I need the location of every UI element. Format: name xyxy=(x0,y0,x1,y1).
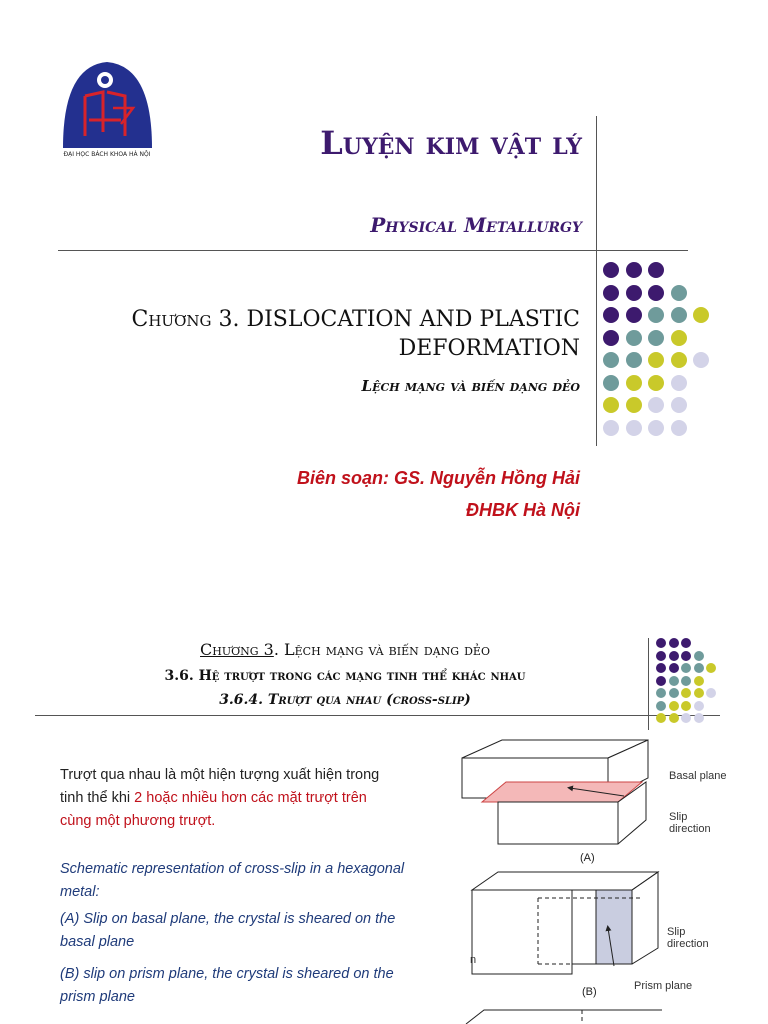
decorative-dot xyxy=(694,676,704,686)
item-a-text: (A) Slip on basal plane, the crystal is sheared on the basal plane xyxy=(60,911,396,950)
decorative-dot xyxy=(681,701,691,711)
intro-highlight: 2 hoặc nhiều hơn các mặt trượt trên cùng một phương trượt. xyxy=(60,790,367,829)
decorative-dot xyxy=(603,285,619,301)
decorative-dot xyxy=(669,651,679,661)
caption-a: (A) xyxy=(580,852,595,864)
author-line-1: Biên soạn: GS. Nguyễn Hồng Hải xyxy=(296,468,580,488)
decorative-dot xyxy=(656,663,666,673)
slide-subtitle: Physical Metallurgy xyxy=(370,213,582,237)
chapter-heading xyxy=(60,305,580,363)
decorative-dot xyxy=(694,651,704,661)
decorative-dot xyxy=(681,676,691,686)
decorative-dot xyxy=(681,713,691,723)
slide2-title-prefix: Chương 3 xyxy=(200,640,274,659)
author-line-2: ĐHBK Hà Nội xyxy=(465,500,580,520)
decorative-dot xyxy=(671,307,687,323)
divider-horizontal-2 xyxy=(35,715,720,716)
decorative-dot xyxy=(706,663,716,673)
divider-vertical-2 xyxy=(648,638,649,730)
decorative-dot xyxy=(656,651,666,661)
decorative-dot xyxy=(694,701,704,711)
intro-text: Trượt qua nhau là một hiện tượng xuất hiện trong tinh thể khi xyxy=(60,767,380,806)
decorative-dot-grid-2 xyxy=(656,638,726,728)
decorative-dot xyxy=(626,420,642,436)
chapter-line-1: Chương 3. DISLOCATION AND PLASTIC xyxy=(131,307,580,332)
decorative-dot xyxy=(656,688,666,698)
decorative-dot xyxy=(626,352,642,368)
decorative-dot xyxy=(626,262,642,278)
decorative-dot xyxy=(626,397,642,413)
slide2-subsection-heading: 3.6.4. Trượt qua nhau (cross-slip) xyxy=(219,692,471,708)
university-logo-icon xyxy=(55,58,160,163)
decorative-dot xyxy=(681,638,691,648)
decorative-dot xyxy=(669,663,679,673)
label-n: n xyxy=(470,954,477,966)
decorative-dot xyxy=(706,688,716,698)
decorative-dot xyxy=(603,307,619,323)
decorative-dot xyxy=(648,397,664,413)
decorative-dot xyxy=(648,307,664,323)
decorative-dot-grid xyxy=(603,262,713,432)
decorative-dot xyxy=(681,651,691,661)
figure-c-partial xyxy=(462,1004,682,1024)
decorative-dot xyxy=(669,713,679,723)
slide2-title xyxy=(60,640,630,659)
decorative-dot xyxy=(669,676,679,686)
decorative-dot xyxy=(671,352,687,368)
decorative-dot xyxy=(626,285,642,301)
logo-caption: ĐẠI HỌC BÁCH KHOA HÀ NỘI xyxy=(63,151,151,158)
decorative-dot xyxy=(681,663,691,673)
decorative-dot xyxy=(669,701,679,711)
schematic-text: Schematic representation of cross-slip in a hexagonal metal: xyxy=(60,861,405,900)
decorative-dot xyxy=(671,375,687,391)
slide-title: Luyện kim vật lý xyxy=(320,124,582,162)
decorative-dot xyxy=(603,420,619,436)
chapter-subheading: Lệch mạng và biến dạng dẻo xyxy=(361,377,580,395)
figure-a-basal-slip xyxy=(458,738,658,850)
slide2-section-heading: 3.6. Hệ trượt trong các mạng tinh thể khác nhau xyxy=(164,668,526,684)
intro-paragraph xyxy=(60,764,400,833)
caption-b: (B) xyxy=(582,986,597,998)
decorative-dot xyxy=(681,688,691,698)
decorative-dot xyxy=(671,285,687,301)
decorative-dot xyxy=(648,375,664,391)
decorative-dot xyxy=(626,375,642,391)
decorative-dot xyxy=(656,701,666,711)
decorative-dot xyxy=(671,420,687,436)
decorative-dot xyxy=(603,330,619,346)
decorative-dot xyxy=(648,352,664,368)
decorative-dot xyxy=(669,638,679,648)
decorative-dot xyxy=(694,688,704,698)
decorative-dot xyxy=(603,352,619,368)
item-b-text: (B) slip on prism plane, the crystal is sheared on the prism plane xyxy=(60,966,394,1005)
label-basal-plane: Basal plane xyxy=(669,770,727,782)
decorative-dot xyxy=(693,307,709,323)
decorative-dot xyxy=(626,307,642,323)
decorative-dot xyxy=(626,330,642,346)
decorative-dot xyxy=(671,330,687,346)
decorative-dot xyxy=(656,713,666,723)
decorative-dot xyxy=(669,688,679,698)
decorative-dot xyxy=(671,397,687,413)
author-block xyxy=(150,462,580,526)
decorative-dot xyxy=(694,663,704,673)
slide2-title-rest: . Lệch mạng và biến dạng dẻo xyxy=(273,640,490,659)
divider-vertical xyxy=(596,116,597,446)
decorative-dot xyxy=(694,713,704,723)
decorative-dot xyxy=(603,262,619,278)
decorative-dot xyxy=(648,285,664,301)
decorative-dot xyxy=(648,420,664,436)
label-slip-direction-b: Slip direction xyxy=(667,926,709,950)
decorative-dot xyxy=(648,262,664,278)
divider-horizontal xyxy=(58,250,688,251)
decorative-dot xyxy=(693,352,709,368)
decorative-dot xyxy=(603,375,619,391)
decorative-dot xyxy=(656,676,666,686)
chapter-line-2: DEFORMATION xyxy=(398,336,580,361)
label-slip-direction-a: Slip direction xyxy=(669,811,711,835)
label-prism-plane: Prism plane xyxy=(634,980,693,992)
figure-b-prism-slip xyxy=(462,868,662,984)
decorative-dot xyxy=(656,638,666,648)
decorative-dot xyxy=(648,330,664,346)
decorative-dot xyxy=(603,397,619,413)
